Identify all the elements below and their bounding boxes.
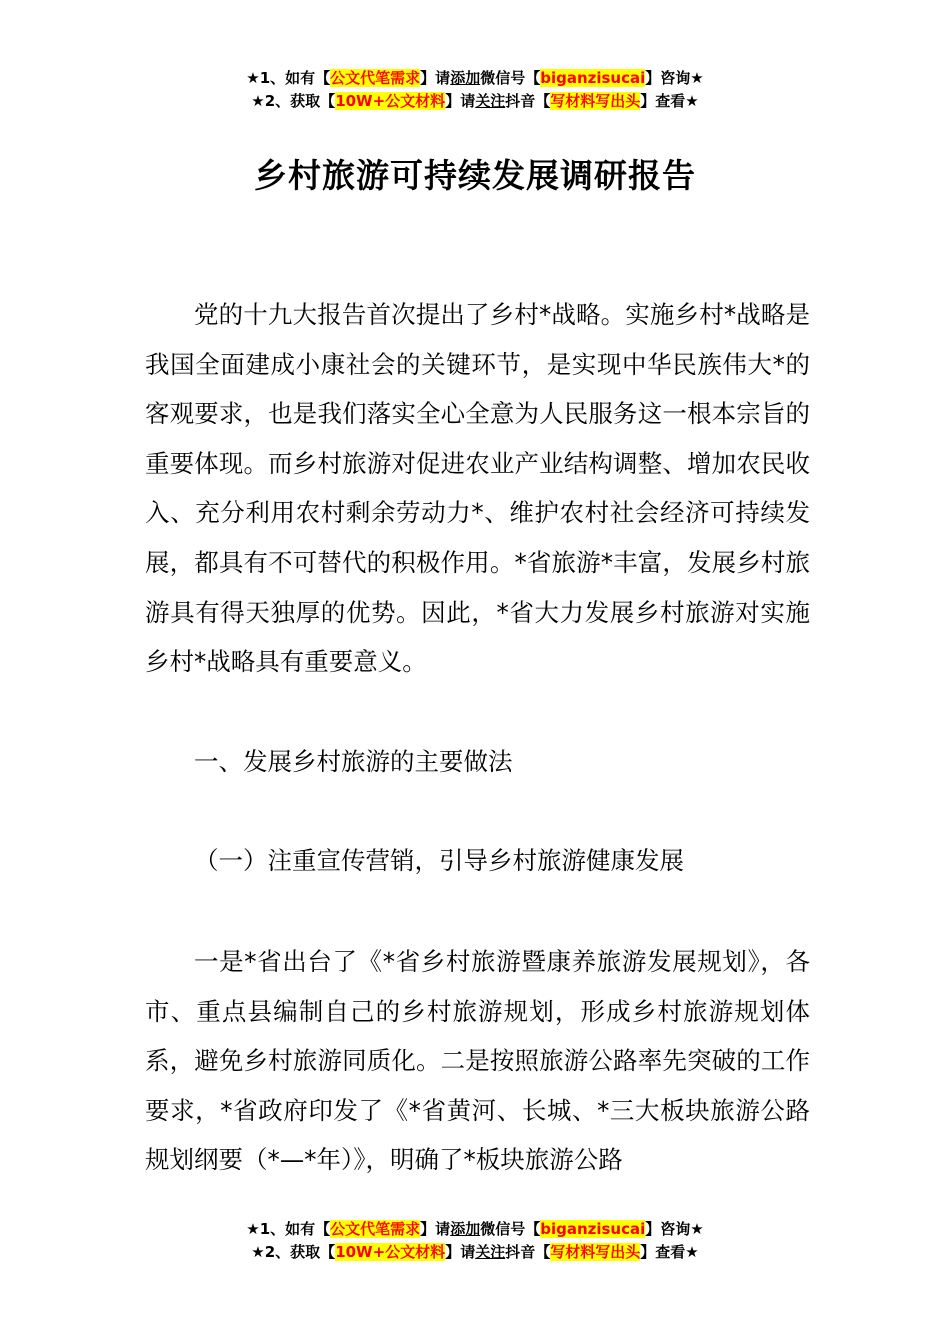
banner-text: ★1、如有【 [246, 1220, 331, 1238]
banner-text: 】请 [445, 92, 476, 110]
banner-line-2 [0, 1241, 950, 1264]
banner-line-1 [0, 1218, 950, 1241]
banner-text: 抖音【 [505, 1243, 551, 1261]
highlight-text: 10W+公文材料 [335, 92, 446, 110]
footer-banner [0, 1218, 950, 1264]
underlined-text: 关注 [475, 92, 506, 110]
douyin-account: 写材料写出头 [550, 92, 641, 110]
document-title: 乡村旅游可持续发展调研报告 [254, 156, 696, 195]
highlight-text: 公文代笔需求 [330, 69, 421, 87]
highlight-text: 公文代笔需求 [330, 1220, 421, 1238]
banner-text: 】请 [420, 1220, 451, 1238]
underlined-text: 关注 [475, 1243, 506, 1261]
body-paragraph: 党的十九大报告首次提出了乡村*战略。实施乡村*战略是我国全面建成小康社会的关键环节，是实现中华民族伟大*的客观要求，也是我们落实全心全意为人民服务这一根本宗旨的重要体现。而乡村旅游对促进农业产业结构调整、增加农民收入、充分利用农村剩余劳动力*、维护农村社会经济可持续发展，都具有不可替代的积极作用。*省旅游*丰富，发展乡村旅游具有得天独厚的优势。因此，*省大力发展乡村旅游对实施乡村*战略具有重要意义。 [145, 300, 810, 677]
banner-text: 】查看★ [640, 1243, 699, 1261]
underlined-text: 添加 [450, 1220, 481, 1238]
section-heading: 一、发展乡村旅游的主要做法 [194, 747, 513, 776]
header-banner [0, 67, 950, 113]
banner-text: 】咨询★ [645, 1220, 704, 1238]
wechat-id: biganzisucai [540, 69, 646, 87]
banner-text: 】查看★ [640, 92, 699, 110]
banner-text: 微信号【 [480, 69, 541, 87]
banner-text: 】咨询★ [645, 69, 704, 87]
body-paragraph: 一是*省出台了《*省乡村旅游暨康养旅游发展规划》，各市、重点县编制自己的乡村旅游规划，形成乡村旅游规划体系，避免乡村旅游同质化。二是按照旅游公路率先突破的工作要求，*省政府印发了《*省黄河、长城、*三大板块旅游公路规划纲要（*—*年）》，明确了*板块旅游公路 [145, 947, 810, 1175]
banner-text: 】请 [420, 69, 451, 87]
banner-text: 抖音【 [505, 92, 551, 110]
banner-text: 】请 [445, 1243, 476, 1261]
underlined-text: 添加 [450, 69, 481, 87]
wechat-id: biganzisucai [540, 1220, 646, 1238]
banner-text: ★2、获取【 [251, 1243, 336, 1261]
banner-line-2 [0, 90, 950, 113]
banner-text: ★1、如有【 [246, 69, 331, 87]
highlight-text: 10W+公文材料 [335, 1243, 446, 1261]
banner-text: ★2、获取【 [251, 92, 336, 110]
douyin-account: 写材料写出头 [550, 1243, 641, 1261]
banner-text: 微信号【 [480, 1220, 541, 1238]
subsection-heading: （一）注重宣传营销，引导乡村旅游健康发展 [194, 846, 684, 875]
banner-line-1 [0, 67, 950, 90]
